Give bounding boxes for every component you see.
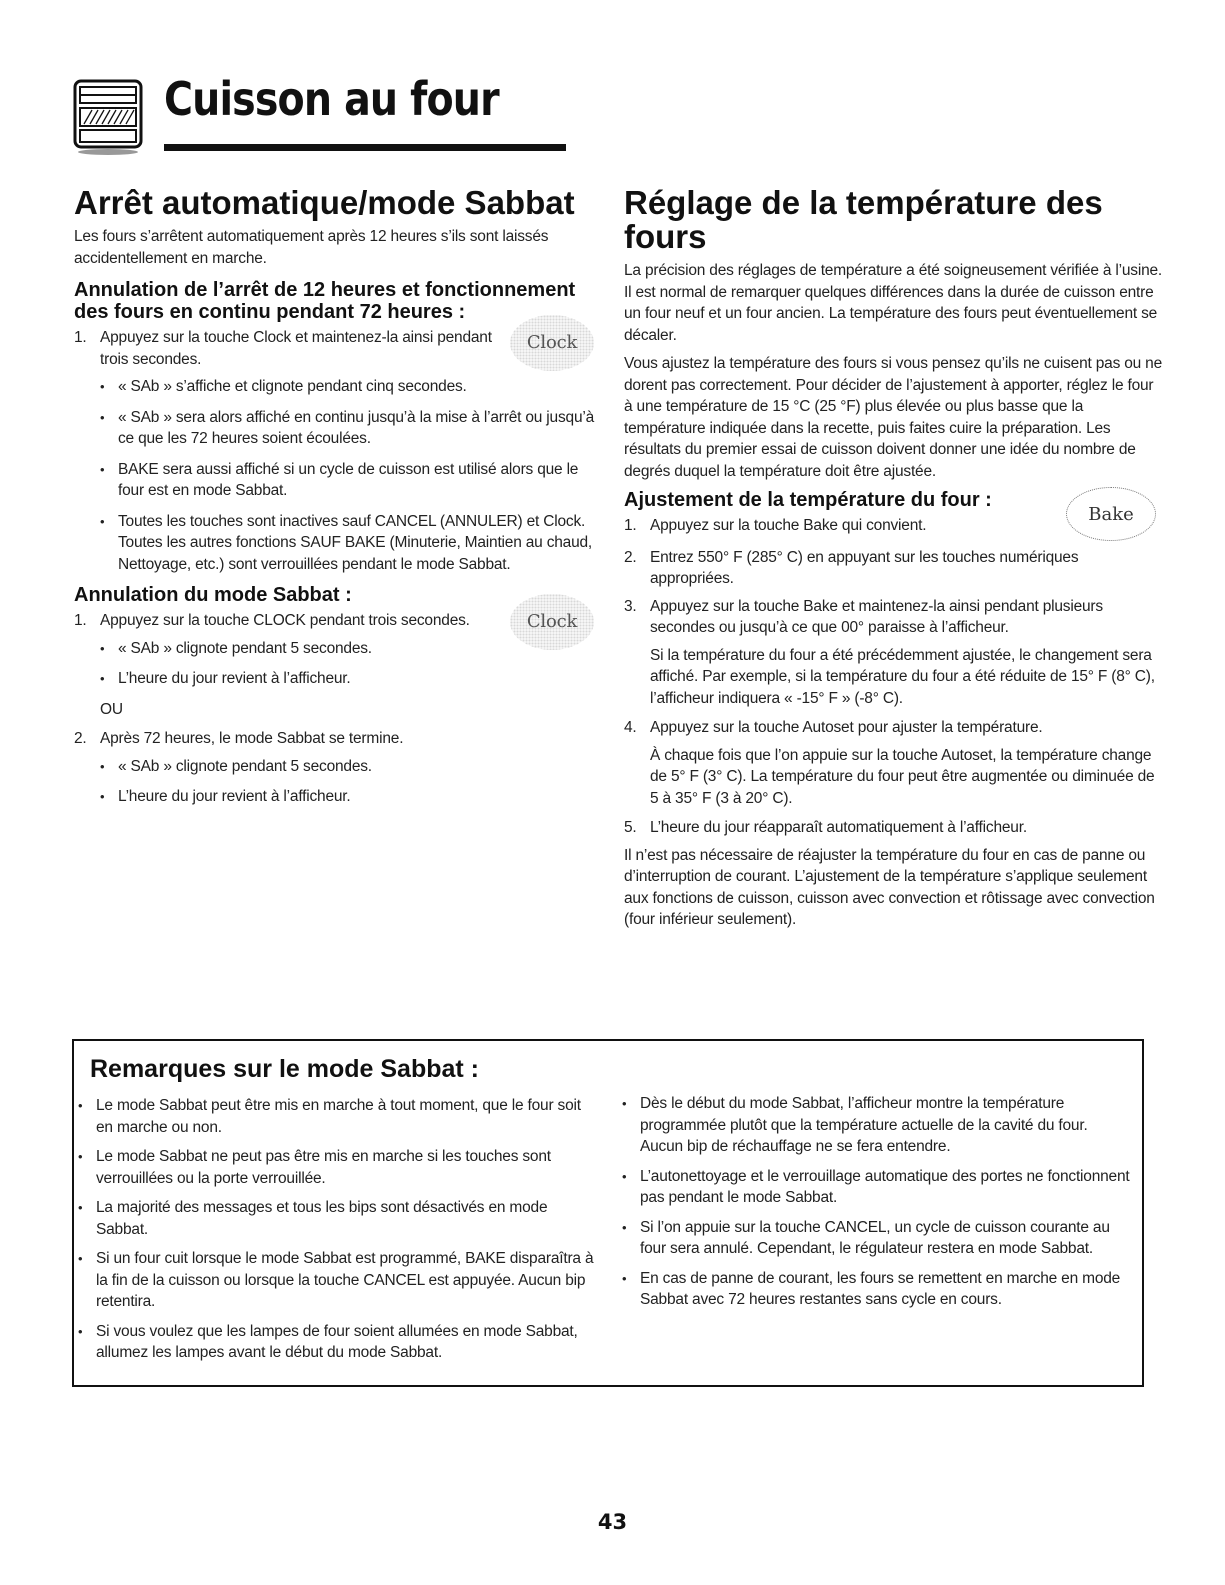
page-header [72, 68, 502, 158]
list-item: • Dès le début du mode Sabbat, l’afficheur montre la température programmée plutôt que la température actuelle de la cavité du four. Aucun bip de réchauffage ne se fera entendre. [622, 1093, 1132, 1158]
cancel-sabbath-heading: Annulation du mode Sabbat : [74, 584, 352, 606]
step-text: Après 72 heures, le mode Sabbat se termine. [100, 730, 404, 747]
cancel-step-2 [74, 728, 606, 750]
step-number: 4. [624, 719, 637, 736]
step-text: Appuyez sur la touche Autoset pour ajuster la température. [650, 719, 1043, 736]
notes-left-column [78, 1095, 598, 1372]
list-item: • L’heure du jour revient à l’afficheur. [100, 786, 606, 808]
notes-title: Remarques sur le mode Sabbat : [90, 1055, 480, 1083]
step-text: Appuyez sur la touche Bake qui convient. [650, 517, 927, 534]
or-label: OU [100, 700, 123, 718]
temperature-p1: La précision des réglages de température a été soigneusement vérifiée à l’usine. Il est normal de remarquer quelques différences dans la durée de cuisson entre un four neuf et un four ancien. La température des fours peut éventuellement se décaler. [624, 262, 1163, 344]
cancel-step-1 [74, 610, 606, 632]
end-bullets [100, 756, 606, 808]
step-number: 3. [624, 597, 637, 615]
temperature-title: Réglage de la température des fours [624, 184, 1103, 255]
step-text: Appuyez sur la touche CLOCK pendant trois secondes. [100, 612, 470, 629]
sabbath-title: Arrêt automatique/mode Sabbat [74, 184, 575, 221]
list-item: • Toutes les touches sont inactives sauf CANCEL (ANNULER) et Clock. Toutes les autres fonctions SAUF BAKE (Minuterie, Maintien au chaud, Nettoyage, etc.) sont verrouillées pendant le mode Sabbat. [100, 511, 606, 576]
step-text: Entrez 550° F (285° C) en appuyant sur les touches numériques appropriées. [650, 548, 1079, 587]
step-number: 1. [624, 517, 637, 534]
step-1 [74, 327, 606, 370]
list-item: • « SAb » sera alors affiché en continu jusqu’à la mise à l’arrêt ou jusqu’à ce que les 72 heures soient écoulées. [100, 407, 606, 450]
list-item: • L’heure du jour revient à l’afficheur. [100, 668, 606, 690]
step-number: 5. [624, 819, 637, 836]
sabbath-notes-box [72, 1039, 1144, 1387]
list-item: • « SAb » s’affiche et clignote pendant cinq secondes. [100, 376, 606, 398]
list-item: • Le mode Sabbat peut être mis en marche à tout moment, que le four soit en marche ou non. [78, 1095, 598, 1138]
oven-icon [72, 78, 152, 158]
notes-right-list [622, 1093, 1132, 1311]
page-title: Cuisson au four [164, 72, 499, 126]
list-item: • En cas de panne de courant, les fours se remettent en marche en mode Sabbat avec 72 heures restantes sans cycle en cours. [622, 1268, 1132, 1311]
step-4-note: À chaque fois que l’on appuie sur la touche Autoset, la température change de 5° F (3° C). La température du four peut être augmentée ou diminuée de 5 à 35° F (3 à 20° C). [650, 746, 1155, 807]
step-text: Appuyez sur la touche Clock et maintenez-la ainsi pendant trois secondes. [100, 329, 492, 368]
sabbath-section [74, 186, 606, 817]
step-number: 1. [74, 612, 87, 629]
clock-key-icon: Clock [510, 594, 594, 650]
clock-key-icon: Clock [510, 315, 594, 371]
temperature-closing: Il n’est pas nécessaire de réajuster la température du four en cas de panne ou d’interruption de courant. L’ajustement de la température s’applique seulement aux fonctions de cuisson, cuisson avec convection et rôtissage avec convection (four inférieur seulement). [624, 846, 1155, 928]
list-item: • Le mode Sabbat ne peut pas être mis en marche si les touches sont verrouillées ou la porte verrouillée. [78, 1146, 598, 1189]
step-text: Appuyez sur la touche Bake et maintenez-la ainsi pendant plusieurs secondes ou jusqu’à ce que 00° paraisse à l’afficheur. [650, 597, 1103, 636]
sabbath-intro: Les fours s’arrêtent automatiquement après 12 heures s’ils sont laissés accidentellement en marche. [74, 228, 549, 267]
list-item: • « SAb » clignote pendant 5 secondes. [100, 638, 606, 660]
adjust-step-3 [624, 596, 1164, 639]
adjust-step-2 [624, 547, 1164, 590]
step-number: 1. [74, 329, 87, 346]
list-item: • « SAb » clignote pendant 5 secondes. [100, 756, 606, 778]
cancel-12h-heading: Annulation de l’arrêt de 12 heures et fonctionnement des fours en continu pendant 72 heures : [74, 279, 576, 323]
notes-left-list [78, 1095, 598, 1364]
sabbath-bullets [100, 376, 606, 575]
adjust-step-5 [624, 817, 1164, 839]
notes-right-column [622, 1093, 1132, 1319]
list-item: • L’autonettoyage et le verrouillage automatique des portes ne fonctionnent pas pendant le mode Sabbat. [622, 1166, 1132, 1209]
step-number: 2. [74, 730, 87, 747]
title-underline [164, 144, 566, 151]
step-text: L’heure du jour réapparaît automatiquement à l’afficheur. [650, 819, 1027, 836]
list-item: • Si un four cuit lorsque le mode Sabbat est programmé, BAKE disparaîtra à la fin de la cuisson ou lorsque la touche CANCEL est appuyée. Aucun bip retentira. [78, 1248, 598, 1313]
cancel-bullets [100, 638, 606, 690]
adjust-step-4 [624, 717, 1164, 739]
step-3-note: Si la température du four a été précédemment ajustée, le changement sera affiché. Par exemple, si la température du four a été réduite de 15° F (8° C), l’afficheur indiquera « -15° F » (-8° C). [650, 646, 1155, 707]
adjust-block [624, 489, 1164, 537]
page-number: 43 [597, 1510, 628, 1534]
temperature-section [624, 186, 1164, 938]
step-number: 2. [624, 548, 637, 566]
temperature-p2: Vous ajustez la température des fours si vous pensez qu’ils ne cuisent pas ou ne dorent pas correctement. Pour décider de l’ajustement à apporter, réglez le four à une température de 15 °C (25 °F) plus élevée ou plus basse que la température indiquée dans la recette, puis faites cuire la préparation. Les résultats du premier essai de cuisson doivent donner une idée du nombre de degrés duquel la température doit être ajustée. [624, 355, 1163, 480]
list-item: • Si l’on appuie sur la touche CANCEL, un cycle de cuisson courante au four sera annulé. Cependant, le régulateur restera en mode Sabbat. [622, 1217, 1132, 1260]
list-item: • BAKE sera aussi affiché si un cycle de cuisson est utilisé alors que le four est en mode Sabbat. [100, 459, 606, 502]
bake-key-icon: Bake [1066, 487, 1156, 541]
list-item: • Si vous voulez que les lampes de four soient allumées en mode Sabbat, allumez les lampes avant le début du mode Sabbat. [78, 1321, 598, 1364]
adjust-heading: Ajustement de la température du four : [624, 489, 992, 511]
list-item: • La majorité des messages et tous les bips sont désactivés en mode Sabbat. [78, 1197, 598, 1240]
